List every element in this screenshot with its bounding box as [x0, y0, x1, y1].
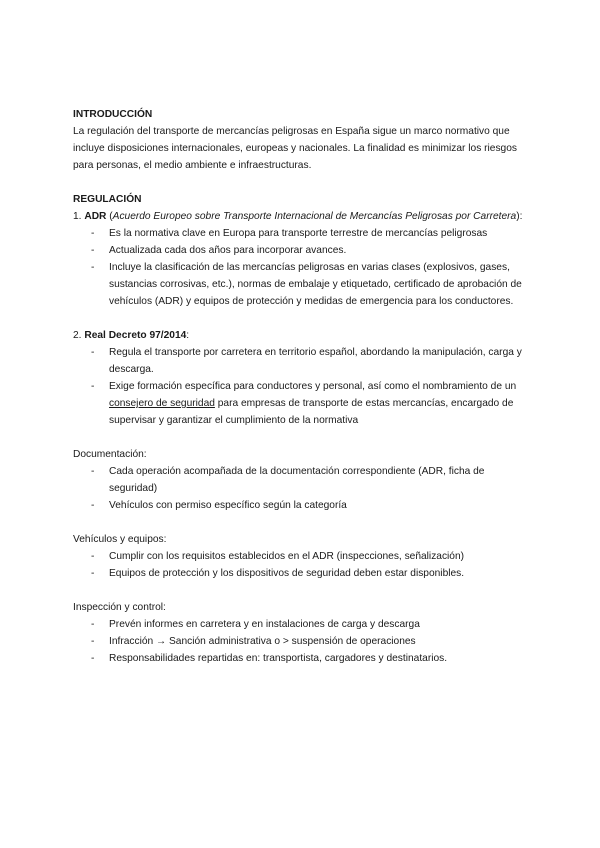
list-item: [73, 242, 533, 259]
list-item-text-before: Exige formación específica para conductores y personal, así como el nombramiento de un: [109, 381, 517, 392]
rd-name: Real Decreto 97/2014: [84, 330, 187, 341]
list-item-text: Regula el transporte por carretera en territorio español, abordando la manipulación, carga y descarga.: [109, 347, 522, 375]
list-item-text: Cumplir con los requisitos establecidos en el ADR (inspecciones, señalización): [109, 551, 465, 562]
list-item: [73, 548, 533, 565]
list-item: [73, 463, 533, 497]
bullet-dash: -: [91, 347, 95, 358]
list-item: [73, 650, 533, 667]
bullet-dash: -: [91, 636, 95, 647]
list-item-text: Prevén informes en carretera y en instalaciones de carga y descarga: [109, 619, 420, 630]
regulation-heading: REGULACIÓN: [73, 194, 142, 205]
list-item-text: Equipos de protección y los dispositivos de seguridad deben estar disponibles.: [109, 568, 465, 579]
bullet-dash: -: [91, 653, 95, 664]
list-item-text: Cada operación acompañada de la documentación correspondiente (ADR, ficha de seguridad): [109, 466, 485, 494]
adr-title: [73, 208, 533, 225]
spacer: [73, 174, 533, 191]
spacer: [73, 514, 533, 531]
list-item: [73, 633, 533, 650]
spacer: [73, 310, 533, 327]
vehicles-heading: Vehículos y equipos:: [73, 534, 167, 545]
adr-number: 1.: [73, 211, 82, 222]
list-item: [73, 565, 533, 582]
security-advisor-term: consejero de seguridad: [109, 398, 215, 409]
adr-close: ):: [516, 211, 523, 222]
inspection-list: [73, 616, 533, 667]
bullet-dash: -: [91, 381, 95, 392]
spacer: [73, 582, 533, 599]
list-item-text: Incluye la clasificación de las mercancías peligrosas en varias clases (explosivos, gases, sustancias corrosivas, etc.), normas de embalaje y etiquetado, certificado de aprobación de vehículos (ADR) y equipos de protección y medidas de emergencia para los conductores.: [109, 262, 522, 307]
bullet-dash: -: [91, 228, 95, 239]
list-item: [73, 259, 533, 310]
list-item-text: Actualizada cada dos años para incorporar avances.: [109, 245, 347, 256]
bullet-dash: -: [91, 551, 95, 562]
adr-list: [73, 225, 533, 310]
intro-heading: INTRODUCCIÓN: [73, 109, 153, 120]
document-page: [73, 106, 533, 667]
list-item: [73, 616, 533, 633]
adr-name: ADR: [84, 211, 107, 222]
rd-list: [73, 344, 533, 429]
bullet-dash: -: [91, 245, 95, 256]
adr-full-name: Acuerdo Europeo sobre Transporte Internacional de Mercancías Peligrosas por Carretera: [112, 211, 517, 222]
rd-suffix: :: [186, 330, 190, 341]
bullet-dash: -: [91, 262, 95, 273]
list-item-text: Responsabilidades repartidas en: transportista, cargadores y destinatarios.: [109, 653, 448, 664]
list-item-text-after: para empresas de transporte de estas mercancías, encargado de supervisar y garantizar el cumplimiento de la normativa: [109, 398, 514, 426]
bullet-dash: -: [91, 619, 95, 630]
list-item: [73, 378, 533, 429]
adr-open: (: [106, 211, 113, 222]
inspection-heading: Inspección y control:: [73, 602, 166, 613]
rd-title: [73, 327, 533, 344]
list-item-text: Infracción → Sanción administrativa o > suspensión de operaciones: [109, 636, 416, 647]
bullet-dash: -: [91, 466, 95, 477]
list-item: [73, 497, 533, 514]
list-item: [73, 225, 533, 242]
documentation-heading: Documentación:: [73, 449, 147, 460]
list-item-text: Vehículos con permiso específico según la categoría: [109, 500, 347, 511]
bullet-dash: -: [91, 500, 95, 511]
intro-paragraph: La regulación del transporte de mercancías peligrosas en España sigue un marco normativo que incluye disposiciones internacionales, europeas y nacionales. La finalidad es minimizar los riesgos para personas, el medio ambiente e infraestructuras.: [73, 126, 517, 171]
list-item-text: Es la normativa clave en Europa para transporte terrestre de mercancías peligrosas: [109, 228, 488, 239]
documentation-list: [73, 463, 533, 514]
bullet-dash: -: [91, 568, 95, 579]
list-item: [73, 344, 533, 378]
spacer: [73, 429, 533, 446]
rd-number: 2.: [73, 330, 82, 341]
vehicles-list: [73, 548, 533, 582]
